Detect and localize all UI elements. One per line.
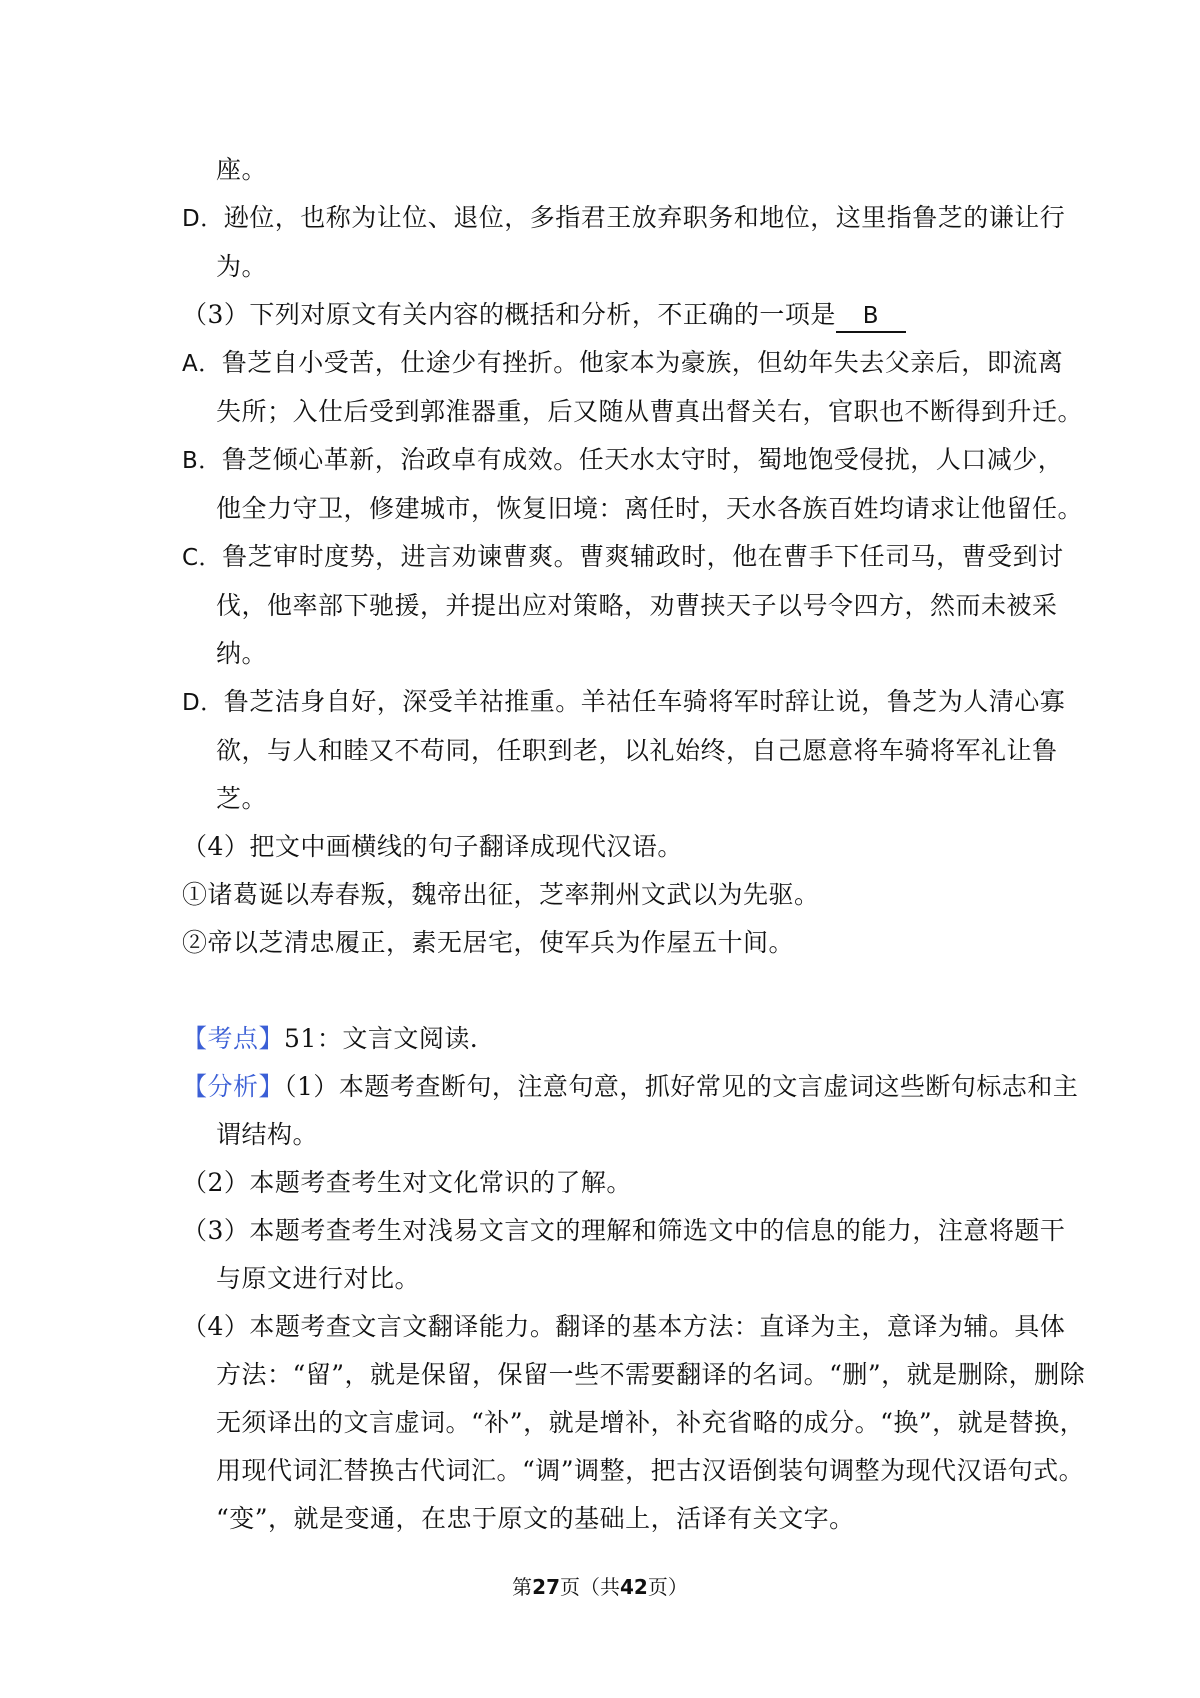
q4-sentence-1: ①诸葛诞以寿春叛，魏帝出征，芝率荆州文武以为先驱。 xyxy=(182,880,820,909)
q3-prompt-line xyxy=(182,291,1022,339)
footer-page-number: 27 xyxy=(532,1575,560,1599)
kaodian-tag: 【考点】 xyxy=(182,1024,285,1053)
q3-option-a-line2: 失所；入仕后受到郭淮器重，后又随从曹真出督关右，官职也不断得到升迁。 xyxy=(216,397,1084,426)
q3-option-d-line3: 芝。 xyxy=(216,784,268,813)
q3-option-c-line1 xyxy=(182,533,1064,582)
page-footer xyxy=(0,1572,1200,1602)
q3-option-a-label: A． xyxy=(182,351,222,377)
fenxi-p3-line2: 与原文进行对比。 xyxy=(216,1264,421,1293)
q2-option-d-text1: 逊位，也称为让位、退位，多指君王放弃职务和地位，这里指鲁芝的谦让行 xyxy=(223,203,1066,232)
q3-option-c-label: C． xyxy=(182,545,223,571)
q3-option-c-line2: 伐，他率部下驰援，并提出应对策略，劝曹挟天子以号令四方，然而未被采 xyxy=(216,591,1058,620)
footer-prefix: 第 xyxy=(512,1575,533,1599)
fenxi-p1-line1: （1）本题考查断句，注意句意，抓好常见的文言虚词这些断句标志和主 xyxy=(284,1072,1079,1101)
q3-option-b-line2: 他全力守卫，修建城市，恢复旧境：离任时，天水各族百姓均请求让他留任。 xyxy=(216,494,1084,523)
q3-option-b-text1: 鲁芝倾心革新，治政卓有成效。任天水太守时，蜀地饱受侵扰，人口减少， xyxy=(221,445,1064,474)
footer-suffix: 页） xyxy=(647,1575,688,1599)
fenxi-p1-line2: 谓结构。 xyxy=(216,1120,319,1149)
q3-option-c-line3: 纳。 xyxy=(216,639,268,668)
fenxi-p4-line3: 无须译出的文言虚词。“补”，就是增补，补充省略的成分。“换”，就是替换， xyxy=(216,1408,1086,1437)
q2-option-d-label: D． xyxy=(182,206,224,232)
q3-prompt: （3）下列对原文有关内容的概括和分析，不正确的一项是 xyxy=(182,300,836,329)
q3-option-a-line1 xyxy=(182,339,1064,388)
q3-option-c-text1: 鲁芝审时度势，进言劝谏曹爽。曹爽辅政时，他在曹手下任司马，曹受到讨 xyxy=(222,542,1064,571)
q3-option-d-text1: 鲁芝洁身自好，深受羊祜推重。羊祜任车骑将军时辞让说，鲁芝为人清心寡 xyxy=(223,687,1066,716)
q2-option-d-line2: 为。 xyxy=(216,252,268,281)
fenxi-tag: 【分析】 xyxy=(182,1072,285,1101)
page-content xyxy=(182,146,1086,1543)
fenxi-p4-line1: （4）本题考查文言文翻译能力。翻译的基本方法：直译为主，意译为辅。具体 xyxy=(182,1312,1066,1341)
option-c-tail: 座。 xyxy=(216,155,268,184)
q3-option-a-text1: 鲁芝自小受苦，仕途少有挫折。他家本为豪族，但幼年失去父亲后，即流离 xyxy=(221,348,1064,377)
q3-answer-blank: B xyxy=(836,301,906,333)
q2-option-d-line1 xyxy=(182,194,1066,243)
section-gap xyxy=(182,967,1022,1015)
q3-option-b-label: B． xyxy=(182,448,222,474)
fenxi-line xyxy=(182,1063,1079,1111)
q3-option-d-line2: 欲，与人和睦又不苟同，任职到老，以礼始终，自己愿意将车骑将军礼让鲁 xyxy=(216,736,1058,765)
kaodian-line xyxy=(182,1015,1022,1063)
fenxi-p4-line5: “变”，就是变通，在忠于原文的基础上，活译有关文字。 xyxy=(216,1504,855,1533)
q4-prompt: （4）把文中画横线的句子翻译成现代汉语。 xyxy=(182,832,683,861)
q3-option-d-label: D． xyxy=(182,690,224,716)
kaodian-text: 51：文言文阅读． xyxy=(284,1024,496,1053)
q4-sentence-2: ②帝以芝清忠履正，素无居宅，使军兵为作屋五十间。 xyxy=(182,928,795,957)
fenxi-p3-line1: （3）本题考查考生对浅易文言文的理解和筛选文中的信息的能力，注意将题干 xyxy=(182,1216,1066,1245)
fenxi-p4-line2: 方法：“留”，就是保留，保留一些不需要翻译的名词。“删”，就是删除，删除 xyxy=(216,1360,1086,1389)
q3-option-d-line1 xyxy=(182,678,1066,727)
fenxi-p2: （2）本题考查考生对文化常识的了解。 xyxy=(182,1168,632,1197)
q3-option-b-line1 xyxy=(182,436,1064,485)
fenxi-p4-line4: 用现代词汇替换古代词汇。“调”调整，把古汉语倒装句调整为现代汉语句式。 xyxy=(216,1456,1085,1485)
footer-total-pages: 42 xyxy=(620,1575,648,1599)
footer-middle: 页（共 xyxy=(560,1575,620,1599)
